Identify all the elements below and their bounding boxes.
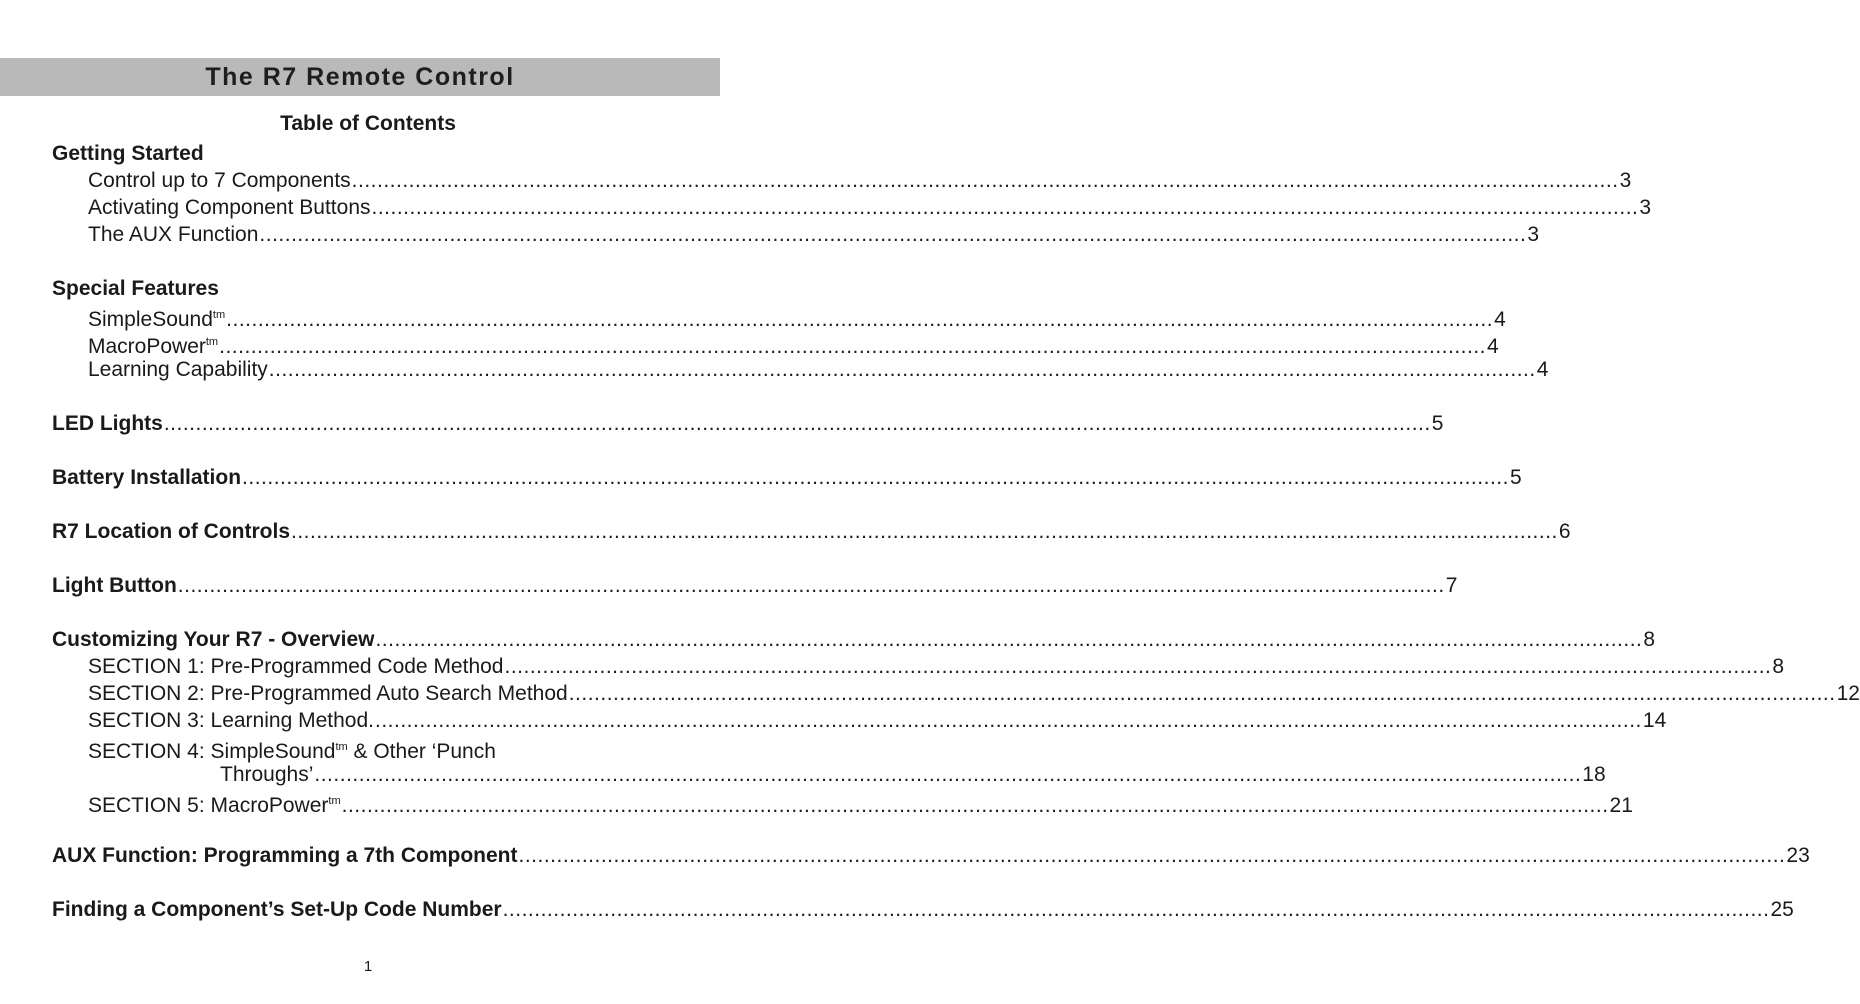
document-title: The R7 Remote Control xyxy=(205,62,515,91)
leader-dots: ........................................................................................................................................................................................................ xyxy=(502,898,1770,921)
leader-dots: ........................................................................................................................................................................................................ xyxy=(341,794,1609,817)
toc-entry-section-4[interactable]: SECTION 4: SimpleSound$^{tm}$ & Other ‘Punch xyxy=(88,740,496,763)
leader-dots: ........................................................................................................................................................................................................ xyxy=(226,308,1494,331)
toc-entry-section-5[interactable]: SECTION 5: MacroPower$^{tm}$ ........................................................................................................................................................................................................ 21 xyxy=(88,794,1633,817)
toc-entry-learning-capability[interactable]: Learning Capability ........................................................................................................................................................................................................ 4 xyxy=(88,358,1549,381)
toc-entry-section-4-continued[interactable]: Throughs’ ........................................................................................................................................................................................................ 18 xyxy=(220,763,1606,786)
toc-entry-section-1[interactable]: SECTION 1: Pre-Programmed Code Method ........................................................................................................................................................................................................ 8 xyxy=(88,655,1785,678)
toc-entry-simplesound[interactable]: SimpleSound$^{tm}$ ........................................................................................................................................................................................................ 4 xyxy=(88,308,1506,331)
leader-dots: ........................................................................................................................................................................................................ xyxy=(371,196,1639,219)
leader-dots: ........................................................................................................................................................................................................ xyxy=(568,682,1836,705)
trademark-mark: tm xyxy=(328,795,341,807)
leader-dots: ........................................................................................................................................................................................................ xyxy=(504,655,1772,678)
toc-entry-section-2[interactable]: SECTION 2: Pre-Programmed Auto Search Method ........................................................................................................................................................................................................ 12 xyxy=(88,682,1860,705)
leader-dots: ........................................................................................................................................................................................................ xyxy=(268,358,1536,381)
toc-heading: Table of Contents xyxy=(280,112,456,135)
section-special-features: Special Features xyxy=(52,277,219,300)
leader-dots: ........................................................................................................................................................................................................ xyxy=(242,466,1509,489)
toc-entry-aux-function[interactable]: The AUX Function ........................................................................................................................................................................................................ 3 xyxy=(88,223,1540,246)
toc-entry-control-components[interactable]: Control up to 7 Components ........................................................................................................................................................................................................ 3 xyxy=(88,169,1632,192)
leader-dots: ........................................................................................................................................................................................................ xyxy=(163,412,1431,435)
toc-entry-aux-programming[interactable]: AUX Function: Programming a 7th Component ........................................................................................................................................................................................................ 23 xyxy=(52,844,1810,867)
toc-entry-macropower[interactable]: MacroPower$^{tm}$ ........................................................................................................................................................................................................ 4 xyxy=(88,335,1499,358)
toc-entry-location-of-controls[interactable]: R7 Location of Controls ........................................................................................................................................................................................................ 6 xyxy=(52,520,1571,543)
leader-dots: ........................................................................................................................................................................................................ xyxy=(219,335,1487,358)
table-of-contents xyxy=(52,140,1860,923)
title-banner xyxy=(0,58,720,96)
leader-dots: ........................................................................................................................................................................................................ xyxy=(374,709,1642,732)
trademark-mark: tm xyxy=(335,741,348,753)
leader-dots: ........................................................................................................................................................................................................ xyxy=(518,844,1786,867)
toc-entry-customizing-overview[interactable]: Customizing Your R7 - Overview ........................................................................................................................................................................................................ 8 xyxy=(52,628,1656,651)
leader-dots: ........................................................................................................................................................................................................ xyxy=(351,169,1619,192)
leader-dots: ........................................................................................................................................................................................................ xyxy=(375,628,1643,651)
page-number: 1 xyxy=(363,958,373,975)
trademark-mark: tm xyxy=(212,309,226,321)
toc-entry-battery-installation[interactable]: Battery Installation ........................................................................................................................................................................................................ 5 xyxy=(52,466,1522,489)
toc-entry-light-button[interactable]: Light Button ........................................................................................................................................................................................................ 7 xyxy=(52,574,1458,597)
trademark-mark: tm xyxy=(205,336,219,348)
leader-dots: ........................................................................................................................................................................................................ xyxy=(259,223,1527,246)
toc-entry-activating-buttons[interactable]: Activating Component Buttons ........................................................................................................................................................................................................ 3 xyxy=(88,196,1652,219)
toc-entry-led-lights[interactable]: LED Lights ........................................................................................................................................................................................................ 5 xyxy=(52,412,1444,435)
section-getting-started: Getting Started xyxy=(52,142,204,165)
leader-dots: ........................................................................................................................................................................................................ xyxy=(177,574,1445,597)
toc-entry-finding-setup-code[interactable]: Finding a Component’s Set-Up Code Number ........................................................................................................................................................................................................ 25 xyxy=(52,898,1794,921)
toc-entry-section-3[interactable]: SECTION 3: Learning Method. ........................................................................................................................................................................................................ 14 xyxy=(88,709,1667,732)
leader-dots: ........................................................................................................................................................................................................ xyxy=(291,520,1558,543)
leader-dots: ........................................................................................................................................................................................................ xyxy=(314,763,1582,786)
